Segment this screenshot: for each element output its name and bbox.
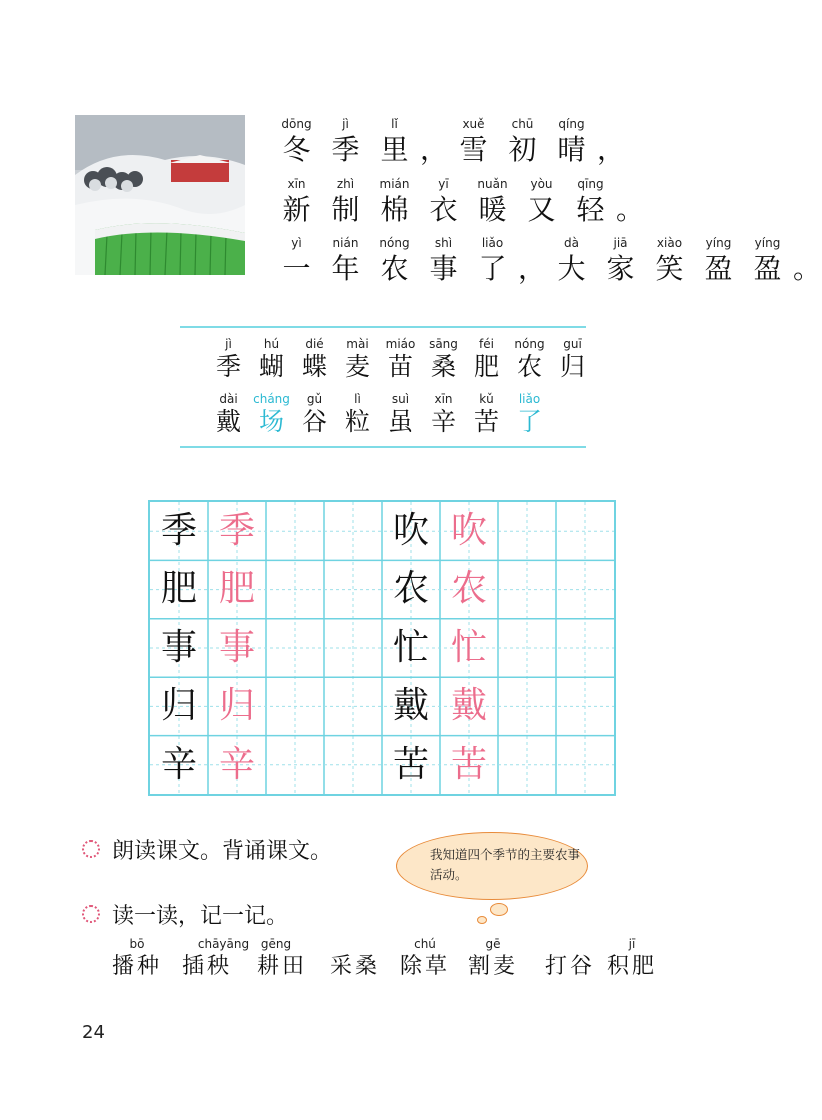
poem-pinyin: qíng xyxy=(558,117,585,131)
vocab-pinyin: kǔ xyxy=(479,392,494,406)
vocab-item xyxy=(336,336,379,382)
poem-hanzi: 里 xyxy=(380,133,409,166)
poem-pinyin: nuǎn xyxy=(477,177,508,191)
vocab-hanzi: 苦 xyxy=(473,407,499,436)
vocab-hanzi: 苗 xyxy=(387,352,413,381)
model-character: 戴 xyxy=(392,685,429,727)
vocab-hanzi: 辛 xyxy=(430,407,456,436)
vocab-pinyin: nóng xyxy=(514,337,545,351)
vocab-hanzi: 蝴 xyxy=(258,352,284,381)
vocab-item xyxy=(207,336,250,382)
poem-syllable xyxy=(370,235,419,286)
vocab-hanzi: 桑 xyxy=(430,352,456,381)
vocab-pinyin: liǎo xyxy=(518,392,541,406)
model-character: 吹 xyxy=(392,510,429,551)
thought-bubble-text: 我知道四个季节的主要农事活动。 xyxy=(430,847,581,882)
word-hanzi: 播种 xyxy=(112,954,163,979)
tracing-character: 辛 xyxy=(218,743,255,785)
poem-hanzi: 雪 xyxy=(459,133,488,166)
poem-syllable xyxy=(321,235,370,286)
exercise-1-bullet xyxy=(82,840,100,858)
vocab-hanzi: 戴 xyxy=(215,407,241,436)
vocab-pinyin: mài xyxy=(346,337,369,351)
vocab-pinyin: dié xyxy=(305,337,324,351)
poem-line-1 xyxy=(272,116,626,167)
vocab-pinyin: jì xyxy=(225,337,232,351)
poem-hanzi: ， xyxy=(517,252,546,285)
vocab-item xyxy=(508,336,551,382)
poem-pinyin: shì xyxy=(434,236,453,250)
poem-syllable xyxy=(645,235,694,286)
poem-hanzi: 盈 xyxy=(704,252,733,285)
poem-punctuation xyxy=(596,116,626,167)
poem-punctuation xyxy=(517,235,547,286)
poem-pinyin: yī xyxy=(438,177,449,191)
vocab-item xyxy=(379,391,422,437)
vocab-hanzi: 粒 xyxy=(344,407,370,436)
poem-syllable xyxy=(498,116,547,167)
word-pinyin: gē xyxy=(485,937,501,951)
poem-hanzi: 初 xyxy=(508,133,537,166)
word-hanzi: 采桑 xyxy=(330,954,381,979)
poem-pinyin: lǐ xyxy=(391,117,398,131)
poem-punctuation xyxy=(792,235,822,286)
poem-hanzi: 棉 xyxy=(380,193,409,226)
poem-syllable xyxy=(272,176,321,227)
poem-hanzi: 盈 xyxy=(753,252,782,285)
poem-hanzi: 新 xyxy=(282,193,311,226)
poem-syllable xyxy=(272,116,321,167)
word-hanzi: 插秧 耕田 xyxy=(182,954,308,979)
vocab-hanzi: 麦 xyxy=(344,352,370,381)
vocab-pinyin: hú xyxy=(263,337,280,351)
vocab-row-2 xyxy=(207,391,551,437)
word-chucao xyxy=(400,935,450,981)
word-bozhong xyxy=(112,935,162,981)
poem-pinyin: yì xyxy=(291,236,302,250)
poem-pinyin: dōng xyxy=(281,117,312,131)
vocab-pinyin: miáo xyxy=(385,337,416,351)
poem-pinyin: yíng xyxy=(754,236,781,250)
poem-syllable xyxy=(596,235,645,286)
poem-hanzi: ， xyxy=(419,133,448,166)
vocab-item xyxy=(465,391,508,437)
poem-hanzi: 家 xyxy=(606,252,635,285)
poem-syllable xyxy=(321,116,370,167)
vocab-pinyin: cháng xyxy=(253,392,290,406)
vocab-hanzi: 肥 xyxy=(473,352,499,381)
poem-hanzi: 季 xyxy=(331,133,360,166)
vocab-row-1 xyxy=(207,336,594,382)
vocab-pinyin: suì xyxy=(391,392,410,406)
model-character: 归 xyxy=(160,685,197,727)
poem-hanzi: 农 xyxy=(380,252,409,285)
page-number: 24 xyxy=(82,1022,105,1043)
word-pinyin: chāyāng gēng xyxy=(197,937,292,951)
word-hanzi: 积肥 xyxy=(607,954,658,979)
vocab-hanzi: 谷 xyxy=(301,407,327,436)
word-hanzi: 打谷 xyxy=(545,954,596,979)
poem-syllable xyxy=(272,235,321,286)
winter-illustration xyxy=(75,115,245,275)
poem-hanzi: 。 xyxy=(792,252,821,285)
poem-line-2 xyxy=(272,176,645,227)
poem-syllable xyxy=(321,176,370,227)
poem-pinyin: xiào xyxy=(656,236,683,250)
vocab-hanzi: 归 xyxy=(559,352,585,381)
poem-syllable xyxy=(370,116,419,167)
word-jifei xyxy=(607,935,657,981)
poem-syllable xyxy=(419,235,468,286)
poem-syllable xyxy=(419,176,468,227)
poem-punctuation xyxy=(419,116,449,167)
word-pinyin: chú xyxy=(414,937,436,951)
word-hanzi: 割麦 xyxy=(468,954,519,979)
poem-hanzi: 又 xyxy=(527,193,556,226)
vocab-item xyxy=(207,391,250,437)
tracing-character: 事 xyxy=(218,626,255,668)
poem-pinyin: chū xyxy=(511,117,534,131)
poem-syllable xyxy=(370,176,419,227)
vocab-pinyin: sāng xyxy=(429,337,458,351)
tracing-character: 忙 xyxy=(450,626,487,668)
poem-hanzi: 暖 xyxy=(478,193,507,226)
word-caisang xyxy=(330,935,380,981)
vocab-hanzi: 农 xyxy=(516,352,542,381)
vocab-hanzi: 虽 xyxy=(387,407,413,436)
poem-hanzi: 晴 xyxy=(557,133,586,166)
vocab-pinyin: lì xyxy=(354,392,361,406)
model-character: 苦 xyxy=(392,743,429,785)
vocab-item xyxy=(250,391,293,437)
exercise-2-text: 读一读，记一记。 xyxy=(112,904,289,929)
poem-hanzi: 大 xyxy=(557,252,586,285)
word-gemai xyxy=(468,935,518,981)
vocab-top-rule xyxy=(180,326,586,328)
tracing-character: 苦 xyxy=(450,743,487,785)
poem-pinyin: yòu xyxy=(530,177,553,191)
poem-hanzi: 轻 xyxy=(576,193,605,226)
word-dagu xyxy=(545,935,595,981)
tracing-character: 归 xyxy=(218,685,255,727)
poem-syllable xyxy=(566,176,615,227)
vocab-pinyin: féi xyxy=(479,337,494,351)
tracing-character: 肥 xyxy=(218,568,255,610)
vocab-item xyxy=(422,391,465,437)
vocab-item xyxy=(465,336,508,382)
vocab-item xyxy=(551,336,594,382)
poem-syllable xyxy=(449,116,498,167)
poem-pinyin: xīn xyxy=(287,177,306,191)
poem-pinyin: dà xyxy=(564,236,579,250)
vocab-item xyxy=(379,336,422,382)
vocab-bottom-rule xyxy=(180,446,586,448)
poem-hanzi: 笑 xyxy=(655,252,684,285)
thought-dot-small xyxy=(477,916,487,924)
vocab-item xyxy=(422,336,465,382)
tracing-character: 农 xyxy=(450,568,487,610)
poem-pinyin: yíng xyxy=(705,236,732,250)
word-chayang-gengtian xyxy=(182,935,307,981)
vocab-pinyin: dài xyxy=(219,392,238,406)
vocab-pinyin: gǔ xyxy=(306,392,323,406)
model-character: 季 xyxy=(160,510,197,551)
vocab-hanzi: 季 xyxy=(215,352,241,381)
poem-pinyin: liǎo xyxy=(481,236,504,250)
poem-syllable xyxy=(517,176,566,227)
model-character: 辛 xyxy=(160,743,197,785)
poem-hanzi: 一 xyxy=(282,252,311,285)
poem-pinyin: jiā xyxy=(613,236,628,250)
poem-syllable xyxy=(547,116,596,167)
vocab-item xyxy=(336,391,379,437)
exercise-2-bullet xyxy=(82,905,100,923)
poem-syllable xyxy=(694,235,743,286)
model-character: 事 xyxy=(160,626,197,668)
poem-pinyin: mián xyxy=(379,177,410,191)
model-character: 肥 xyxy=(160,568,197,610)
model-character: 农 xyxy=(392,568,429,610)
vocab-item xyxy=(293,336,336,382)
poem-syllable xyxy=(468,235,517,286)
vocab-item xyxy=(250,336,293,382)
poem-hanzi: 衣 xyxy=(429,193,458,226)
tracing-character: 戴 xyxy=(450,685,487,727)
poem-syllable xyxy=(547,235,596,286)
poem-hanzi: 事 xyxy=(429,252,458,285)
poem-hanzi: 制 xyxy=(331,193,360,226)
poem-pinyin: qīng xyxy=(577,177,604,191)
poem-hanzi: ， xyxy=(596,133,625,166)
tracing-character: 吹 xyxy=(450,510,487,551)
poem-hanzi: 年 xyxy=(331,252,360,285)
poem-punctuation xyxy=(615,176,645,227)
word-hanzi: 除草 xyxy=(400,954,451,979)
poem-hanzi: 了 xyxy=(478,252,507,285)
vocab-pinyin: xīn xyxy=(434,392,453,406)
poem-pinyin: xuě xyxy=(462,117,485,131)
poem-pinyin: nián xyxy=(332,236,359,250)
vocab-hanzi: 蝶 xyxy=(301,352,327,381)
vocab-pinyin: guī xyxy=(563,337,582,351)
vocab-item xyxy=(508,391,551,437)
word-pinyin: jī xyxy=(628,937,636,951)
poem-line-3 xyxy=(272,235,822,286)
tracing-character: 季 xyxy=(218,510,255,551)
poem-pinyin: jì xyxy=(342,117,349,131)
model-character: 忙 xyxy=(392,626,429,668)
vocab-hanzi: 了 xyxy=(516,407,542,436)
vocab-hanzi: 场 xyxy=(258,407,284,436)
poem-pinyin: zhì xyxy=(336,177,355,191)
poem-syllable xyxy=(743,235,792,286)
poem-hanzi: 。 xyxy=(615,193,644,226)
thought-dot-large xyxy=(490,903,508,916)
word-pinyin: bō xyxy=(129,937,145,951)
poem-pinyin: nóng xyxy=(379,236,410,250)
poem-hanzi: 冬 xyxy=(282,133,311,166)
exercise-1-text: 朗读课文。背诵课文。 xyxy=(112,839,333,864)
poem-syllable xyxy=(468,176,517,227)
vocab-item xyxy=(293,391,336,437)
